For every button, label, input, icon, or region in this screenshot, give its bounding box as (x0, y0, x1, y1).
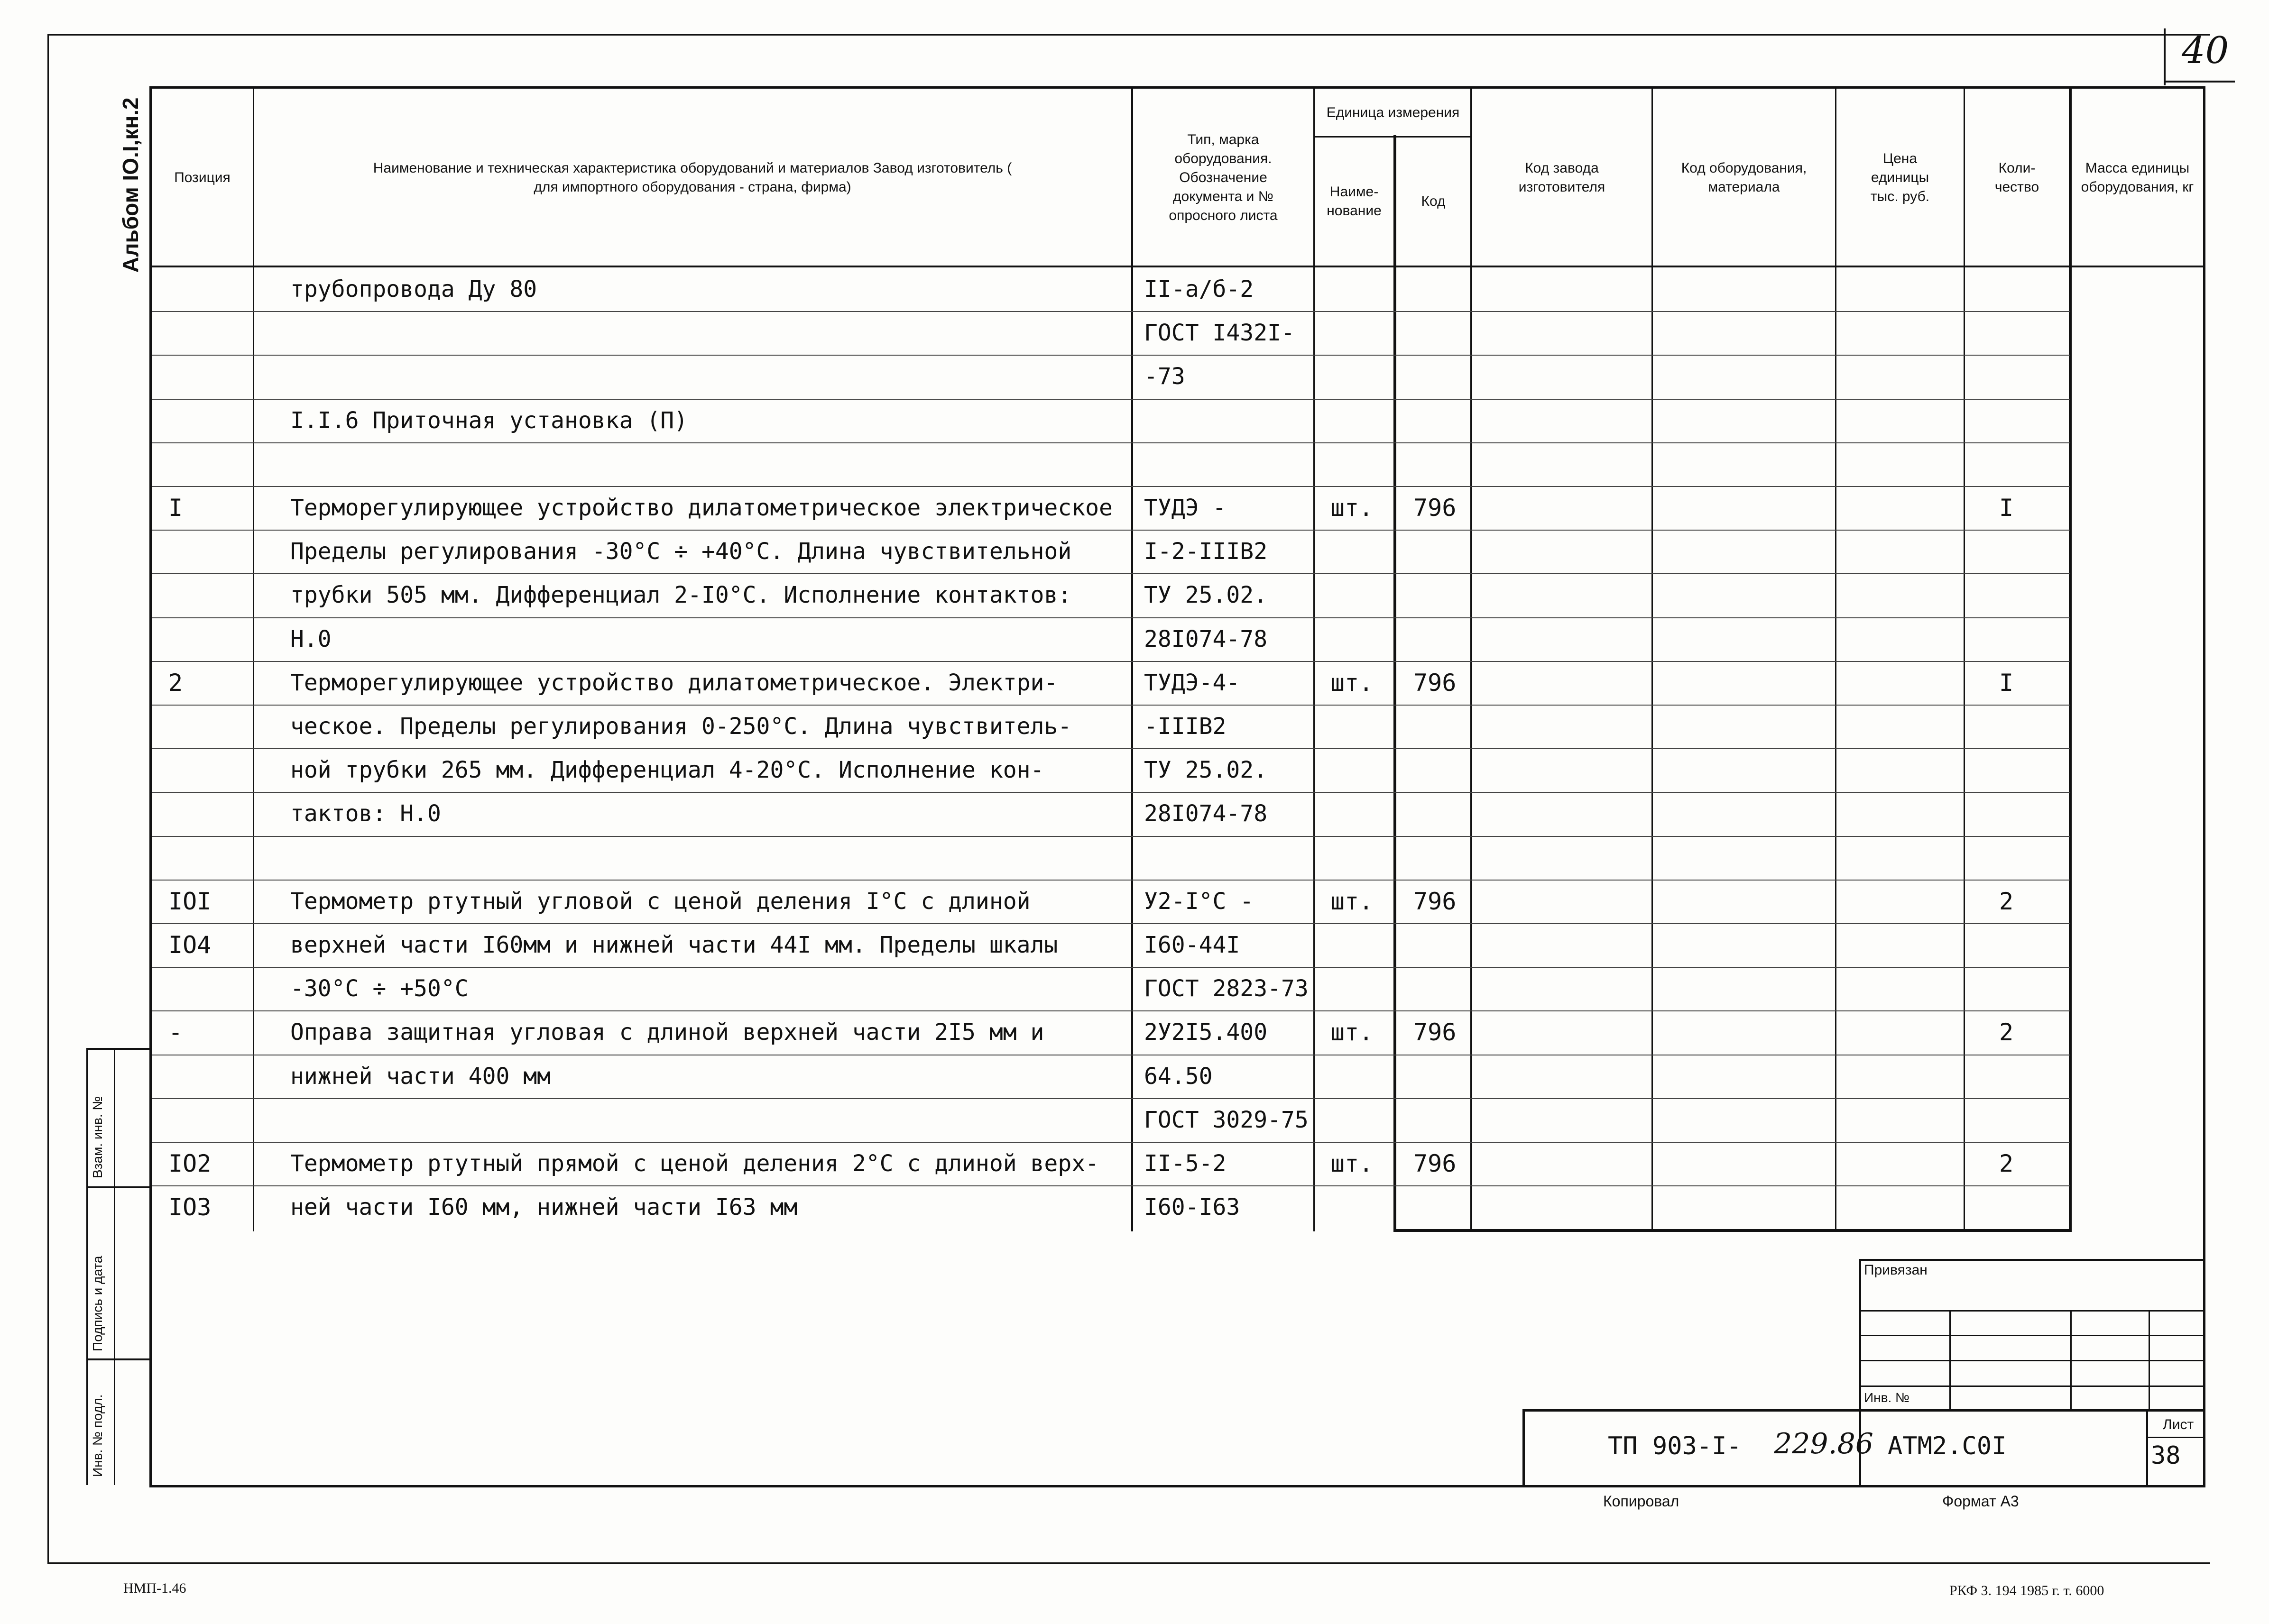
row-type: 28I074-78 (1144, 800, 1268, 827)
outer-frame-top (47, 34, 2210, 36)
row-type: 2У2I5.400 (1144, 1019, 1268, 1046)
stamp-signature-date: Подпись и дата (90, 1256, 105, 1351)
row-type: ТУДЭ-4- (1144, 670, 1240, 696)
table-left (149, 86, 152, 1487)
header-maker-code: Код завода изготовителя (1518, 160, 1605, 195)
row-name: Пределы регулирования -30°С ÷ +40°С. Длина чувствительной (290, 538, 1072, 565)
tb-col-3 (2149, 1310, 2150, 1410)
row-code: 796 (1413, 888, 1457, 915)
row-quantity: 2 (1999, 1150, 2014, 1177)
stamp-inv-vzam: Взам. инв. № (90, 1096, 105, 1178)
row-code: 796 (1413, 494, 1457, 522)
corner-box-left (2164, 28, 2166, 85)
row-name: Оправа защитная угловая с длиной верхней части 2I5 мм и (290, 1019, 1044, 1046)
footer-left: НМП-1.46 (123, 1580, 186, 1596)
header-bottom (149, 266, 2205, 267)
row-unit: шт. (1330, 1150, 1374, 1177)
row-line (152, 923, 2070, 924)
row-type: I-2-IIIВ2 (1144, 538, 1268, 565)
row-type: ГОСТ 2823-73 (1144, 975, 1309, 1002)
row-type: ТУДЭ - (1144, 495, 1227, 521)
row-type: ТУ 25.02. (1144, 757, 1268, 783)
tb-inv-no: Инв. № (1864, 1390, 1910, 1405)
row-type: ТУ 25.02. (1144, 582, 1268, 608)
row-unit: шт. (1330, 888, 1374, 915)
header-price: Цена единицы тыс. руб. (1870, 151, 1930, 204)
row-position: 2 (168, 669, 183, 697)
table-bottom (149, 1485, 2205, 1487)
row-position: - (168, 1018, 183, 1046)
tb-col-1 (1949, 1310, 1951, 1410)
tb-sheet-label: Лист (2163, 1417, 2194, 1432)
body-bottom-heavy (1393, 1229, 2072, 1232)
header-name: Наименование и техническая характеристика оборудований и материалов Завод изготовитель ( для импортного оборудования - страна, фирма) (373, 160, 1012, 195)
header-unit-code: Код (1421, 193, 1446, 209)
row-line (152, 1142, 2070, 1143)
header-unit-group: Единица измерения (1326, 104, 1460, 120)
row-name: Н.0 (290, 626, 332, 652)
row-line (152, 573, 2070, 574)
row-line (152, 399, 2070, 400)
col-line-4 (1393, 135, 1396, 1231)
row-code: 796 (1413, 1150, 1457, 1177)
row-name: -30°С ÷ +50°С (290, 975, 469, 1002)
row-quantity: I (1999, 494, 2014, 522)
stamp-top (86, 1048, 151, 1050)
row-type: I60-44I (1144, 932, 1240, 958)
row-type: 28I074-78 (1144, 626, 1268, 652)
header-type: Тип, марка оборудования. Обозначение документа и № опросного листа (1169, 132, 1278, 223)
row-line (152, 355, 2070, 356)
header-position: Позиция (174, 170, 231, 185)
row-line (152, 661, 2070, 662)
row-name: Термометр ртутный прямой с ценой деления 2°С с длиной верх- (290, 1150, 1099, 1177)
row-type: У2-I°С - (1144, 888, 1254, 915)
row-unit: шт. (1330, 1018, 1374, 1046)
row-line (152, 442, 2070, 443)
row-type: ГОСТ I432I- (1144, 320, 1295, 346)
row-line (152, 311, 2070, 312)
outer-frame-left (47, 34, 49, 1563)
table-top (149, 86, 2205, 89)
row-position: IO3 (168, 1193, 212, 1221)
row-position: IOI (168, 888, 212, 915)
copied-label: Копировал (1603, 1493, 1679, 1510)
row-code: 796 (1413, 669, 1457, 697)
row-unit: шт. (1330, 494, 1374, 522)
row-line (152, 1010, 2070, 1011)
tb-row-4 (1859, 1385, 2205, 1387)
tb-row-2 (1859, 1335, 2205, 1336)
row-line (152, 1098, 2070, 1099)
row-type: I60-I63 (1144, 1194, 1240, 1220)
col-line-1 (253, 86, 254, 1231)
tb-sheet-number: 38 (2151, 1441, 2181, 1470)
row-type: -73 (1144, 363, 1185, 390)
row-name: Терморегулирующее устройство дилатометрическое. Электри- (290, 670, 1058, 696)
tb-main-top (1522, 1409, 2205, 1412)
tb-project-hand: 229.86 (1774, 1427, 1873, 1460)
row-line (152, 748, 2070, 749)
row-line (152, 617, 2070, 618)
corner-box-bottom (2164, 81, 2235, 83)
tb-sheet-div (2146, 1437, 2205, 1438)
row-name: трубопровода Ду 80 (290, 276, 537, 303)
row-type: 64.50 (1144, 1063, 1213, 1090)
row-name: тактов: Н.0 (290, 800, 441, 827)
header-equipment-code: Код оборудования, материала (1681, 160, 1807, 195)
row-name: трубки 505 мм. Дифференциал 2-I0°С. Исполнение контактов: (290, 582, 1072, 608)
row-position: IO4 (168, 931, 212, 959)
row-position: IO2 (168, 1150, 212, 1177)
row-name: ней части I60 мм, нижней части I63 мм (290, 1194, 798, 1220)
row-type: -IIIВ2 (1144, 713, 1227, 740)
row-line (152, 967, 2070, 968)
tb-project-prefix: ТП 903-I- (1608, 1432, 1742, 1460)
stamp-inv-podl: Инв. № подл. (90, 1394, 105, 1477)
stamp-left (86, 1048, 88, 1485)
album-label: Альбом IO.I,кн.2 (118, 97, 143, 273)
row-line (152, 836, 2070, 837)
tb-privyazan: Привязан (1864, 1262, 1928, 1278)
row-line (152, 792, 2070, 793)
row-unit: шт. (1330, 669, 1374, 697)
row-line (152, 486, 2070, 487)
stamp-mid (114, 1048, 115, 1485)
row-quantity: 2 (1999, 1018, 2014, 1046)
header-quantity: Коли-чество (1994, 160, 2039, 195)
row-name: ческое. Пределы регулирования 0-250°С. Длина чувствитель- (290, 713, 1072, 740)
row-code: 796 (1413, 1018, 1457, 1046)
row-line (152, 530, 2070, 531)
tb-sheet-left (2146, 1409, 2148, 1487)
tb-row-3 (1859, 1360, 2205, 1361)
corner-sheet-number: 40 (2182, 29, 2229, 72)
row-line (152, 880, 2070, 881)
row-name: верхней части I60мм и нижней части 44I мм. Пределы шкалы (290, 932, 1058, 958)
row-line (152, 705, 2070, 706)
footer-right: РКФ З. 194 1985 г. т. 6000 (1949, 1583, 2104, 1598)
tb-col-2 (2070, 1310, 2072, 1410)
row-name: Терморегулирующее устройство дилатометрическое электрическое (290, 495, 1113, 521)
stamp-div-1 (86, 1186, 151, 1188)
row-line (152, 1185, 2070, 1186)
tb-drawing-code: АТМ2.С0I (1888, 1432, 2007, 1460)
row-quantity: 2 (1999, 888, 2014, 915)
header-mass: Масса единицы оборудования, кг (2081, 160, 2194, 195)
row-position: I (168, 494, 183, 522)
row-name: I.I.6 Приточная установка (П) (290, 407, 688, 434)
row-type: II-а/б-2 (1144, 276, 1254, 303)
outer-frame-bottom (47, 1562, 2210, 1564)
row-quantity: I (1999, 669, 2014, 697)
row-type: ГОСТ 3029-75 (1144, 1107, 1309, 1133)
table-right (2203, 86, 2205, 1487)
row-name: ной трубки 265 мм. Дифференциал 4-20°С. Исполнение кон- (290, 757, 1044, 783)
tb-row-1 (1859, 1310, 2205, 1312)
tb-top (1859, 1259, 2205, 1261)
row-type: II-5-2 (1144, 1150, 1227, 1177)
stamp-div-2 (86, 1358, 151, 1360)
format-label: Формат А3 (1942, 1493, 2019, 1510)
row-name: нижней части 400 мм (290, 1063, 551, 1090)
row-name: Термометр ртутный угловой с ценой деления I°С с длиной (290, 888, 1031, 915)
header-unit-name: Наиме-нование (1327, 184, 1382, 219)
tb-main-left (1522, 1409, 1525, 1487)
